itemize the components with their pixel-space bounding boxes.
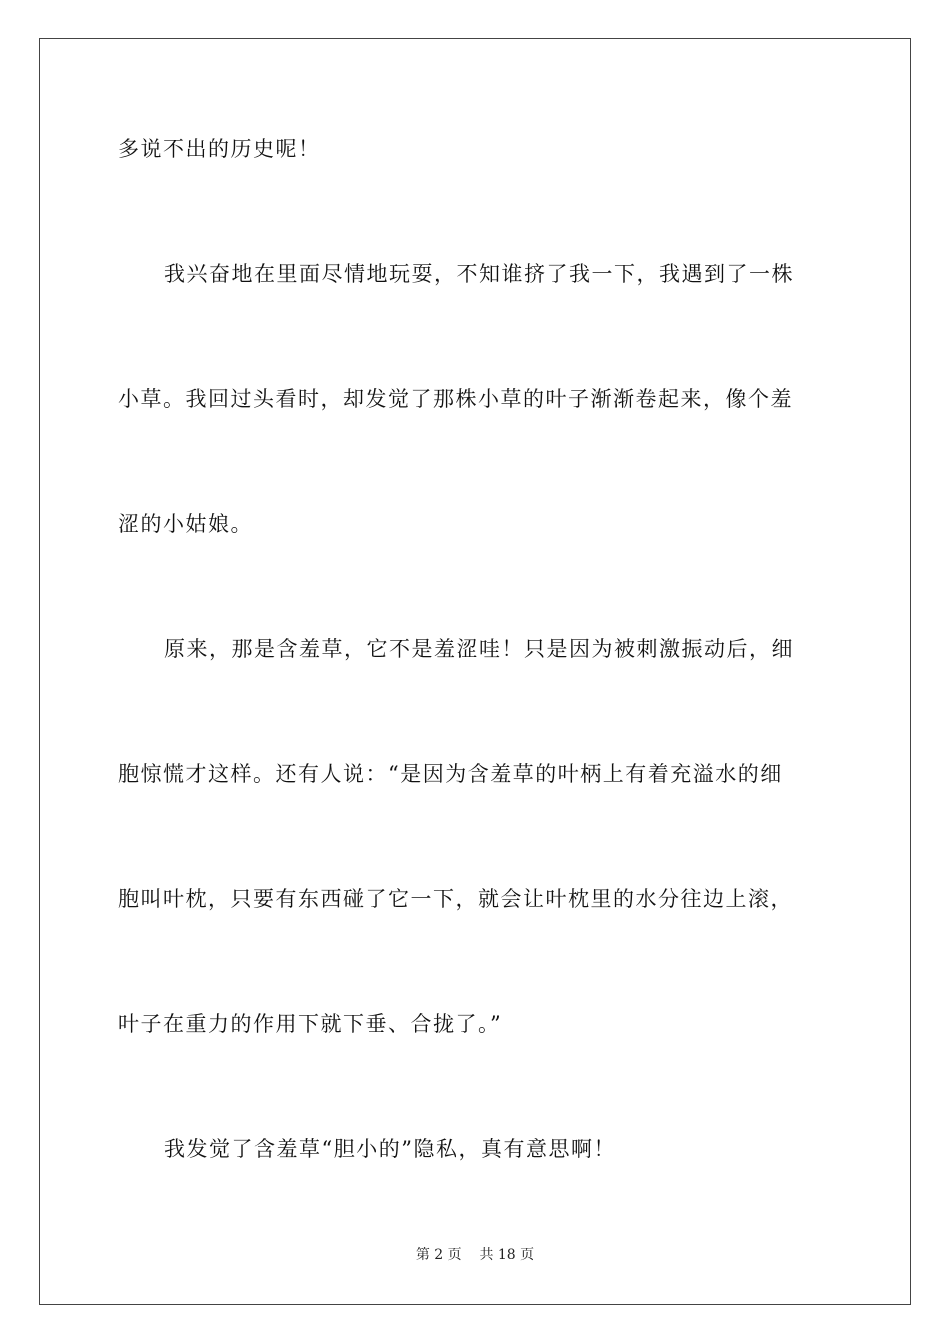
page-total: 共 18 页 [479, 1247, 535, 1263]
paragraph-start-line: 我兴奋地在里面尽情地玩耍，不知谁挤了我一下，我遇到了一株 [164, 262, 794, 286]
document-body [118, 123, 834, 1248]
paragraph-start-line: 我发觉了含羞草“胆小的”隐私，真有意思啊！ [164, 1137, 616, 1161]
text-line: 小草。我回过头看时，却发觉了那株小草的叶子渐渐卷起来，像个羞 [118, 387, 793, 411]
text-line: 涩的小姑娘。 [118, 512, 253, 536]
text-line: 多说不出的历史呢！ [118, 137, 321, 161]
text-line: 胞惊慌才这样。还有人说：“是因为含羞草的叶柄上有着充溢水的细 [118, 762, 783, 786]
text-line: 叶子在重力的作用下就下垂、合拢了。” [118, 1012, 503, 1036]
page-footer [0, 1244, 950, 1264]
paragraph-start-line: 原来，那是含羞草，它不是羞涩哇！只是因为被刺激振动后，细 [164, 637, 794, 661]
text-line: 胞叫叶枕，只要有东西碰了它一下，就会让叶枕里的水分往边上滚， [118, 887, 793, 911]
page-number: 第 2 页 [415, 1247, 462, 1263]
